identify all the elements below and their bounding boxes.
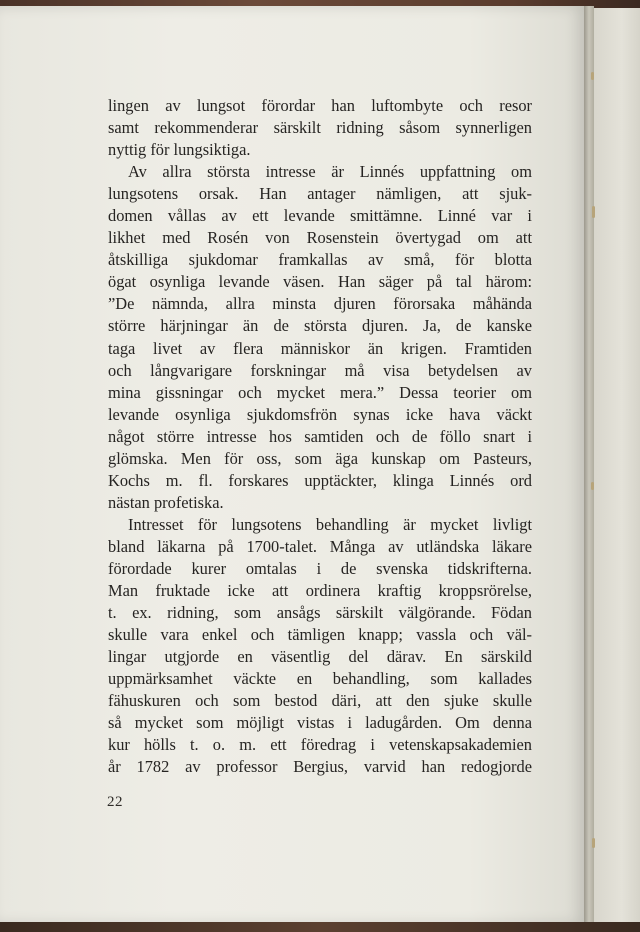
text-line: lungsotens orsak. Han antager nämligen, att sjuk-	[108, 184, 532, 204]
text-line: samt rekommenderar särskilt ridning såsom synnerligen	[108, 118, 532, 138]
text-line: mina gissningar och mycket mera.” Dessa teorier om	[108, 382, 532, 402]
page-edge-mark	[592, 838, 595, 848]
text-line: Kochs m. fl. forskares upptäckter, klinga Linnés ord	[108, 470, 532, 490]
page-edge-mark	[592, 206, 595, 218]
body-text	[108, 95, 532, 778]
facing-page-edge	[594, 8, 640, 924]
text-line: taga livet av flera människor än krigen. Framtiden	[108, 338, 532, 358]
text-line: fähuskuren och som bestod däri, att den sjuke skulle	[108, 691, 532, 711]
text-line: nyttig för lungsiktiga.	[108, 140, 251, 160]
text-line: glömska. Men för oss, som äga kunskap om Pasteurs,	[108, 448, 532, 468]
page-gutter	[584, 6, 594, 924]
text-line: nästan profetiska.	[108, 492, 224, 512]
text-line: Intresset för lungsotens behandling är mycket livligt	[128, 514, 532, 534]
book-cover-bottom-edge	[0, 922, 640, 932]
text-line: så mycket som möjligt vistas i ladugården. Om denna	[108, 713, 532, 733]
text-line: ögat osynliga levande väsen. Han säger på tal härom:	[108, 272, 532, 292]
text-line: skulle vara enkel och tämligen knapp; vassla och väl-	[108, 625, 532, 645]
text-line: Av allra största intresse är Linnés uppfattning om	[128, 162, 532, 182]
page-edge-mark	[591, 482, 594, 490]
text-line: och långvarigare forskningar må visa betydelsen av	[108, 360, 532, 380]
text-line: ”De nämnda, allra minsta djuren förorsaka måhända	[108, 294, 532, 314]
text-line: lingen av lungsot förordar han luftombyte och resor	[108, 96, 532, 115]
text-line: kur hölls t. o. m. ett föredrag i vetenskapsakademien	[108, 735, 532, 755]
page-edge-mark	[591, 72, 594, 80]
text-line: år 1782 av professor Bergius, varvid han redogjorde	[108, 757, 532, 777]
text-line: uppmärksamhet väckte en behandling, som kallades	[108, 669, 532, 689]
page-number: 22	[107, 794, 123, 810]
text-line: åtskilliga sjukdomar framkallas av små, för blotta	[108, 250, 532, 270]
text-line: domen vållas av ett levande smittämne. Linné var i	[108, 206, 532, 226]
text-line: bland läkarna på 1700-talet. Många av utländska läkare	[108, 536, 532, 556]
text-line: Man fruktade icke att ordinera kraftig kroppsrörelse,	[108, 581, 532, 601]
text-line: förordade kurer omtalas i de svenska tidskrifterna.	[108, 558, 532, 578]
text-line: likhet med Rosén von Rosenstein övertygad om att	[108, 228, 532, 248]
text-line: större härjningar än de största djuren. Ja, de kanske	[108, 316, 532, 336]
text-line: levande osynliga sjukdomsfrön synas icke hava väckt	[108, 404, 532, 424]
text-line: lingar utgjorde en väsentlig del därav. En särskild	[108, 647, 532, 667]
text-line: något större intresse hos samtiden och de föllo snart i	[108, 426, 532, 446]
text-line: t. ex. ridning, som ansågs särskilt välgörande. Födan	[108, 603, 532, 623]
